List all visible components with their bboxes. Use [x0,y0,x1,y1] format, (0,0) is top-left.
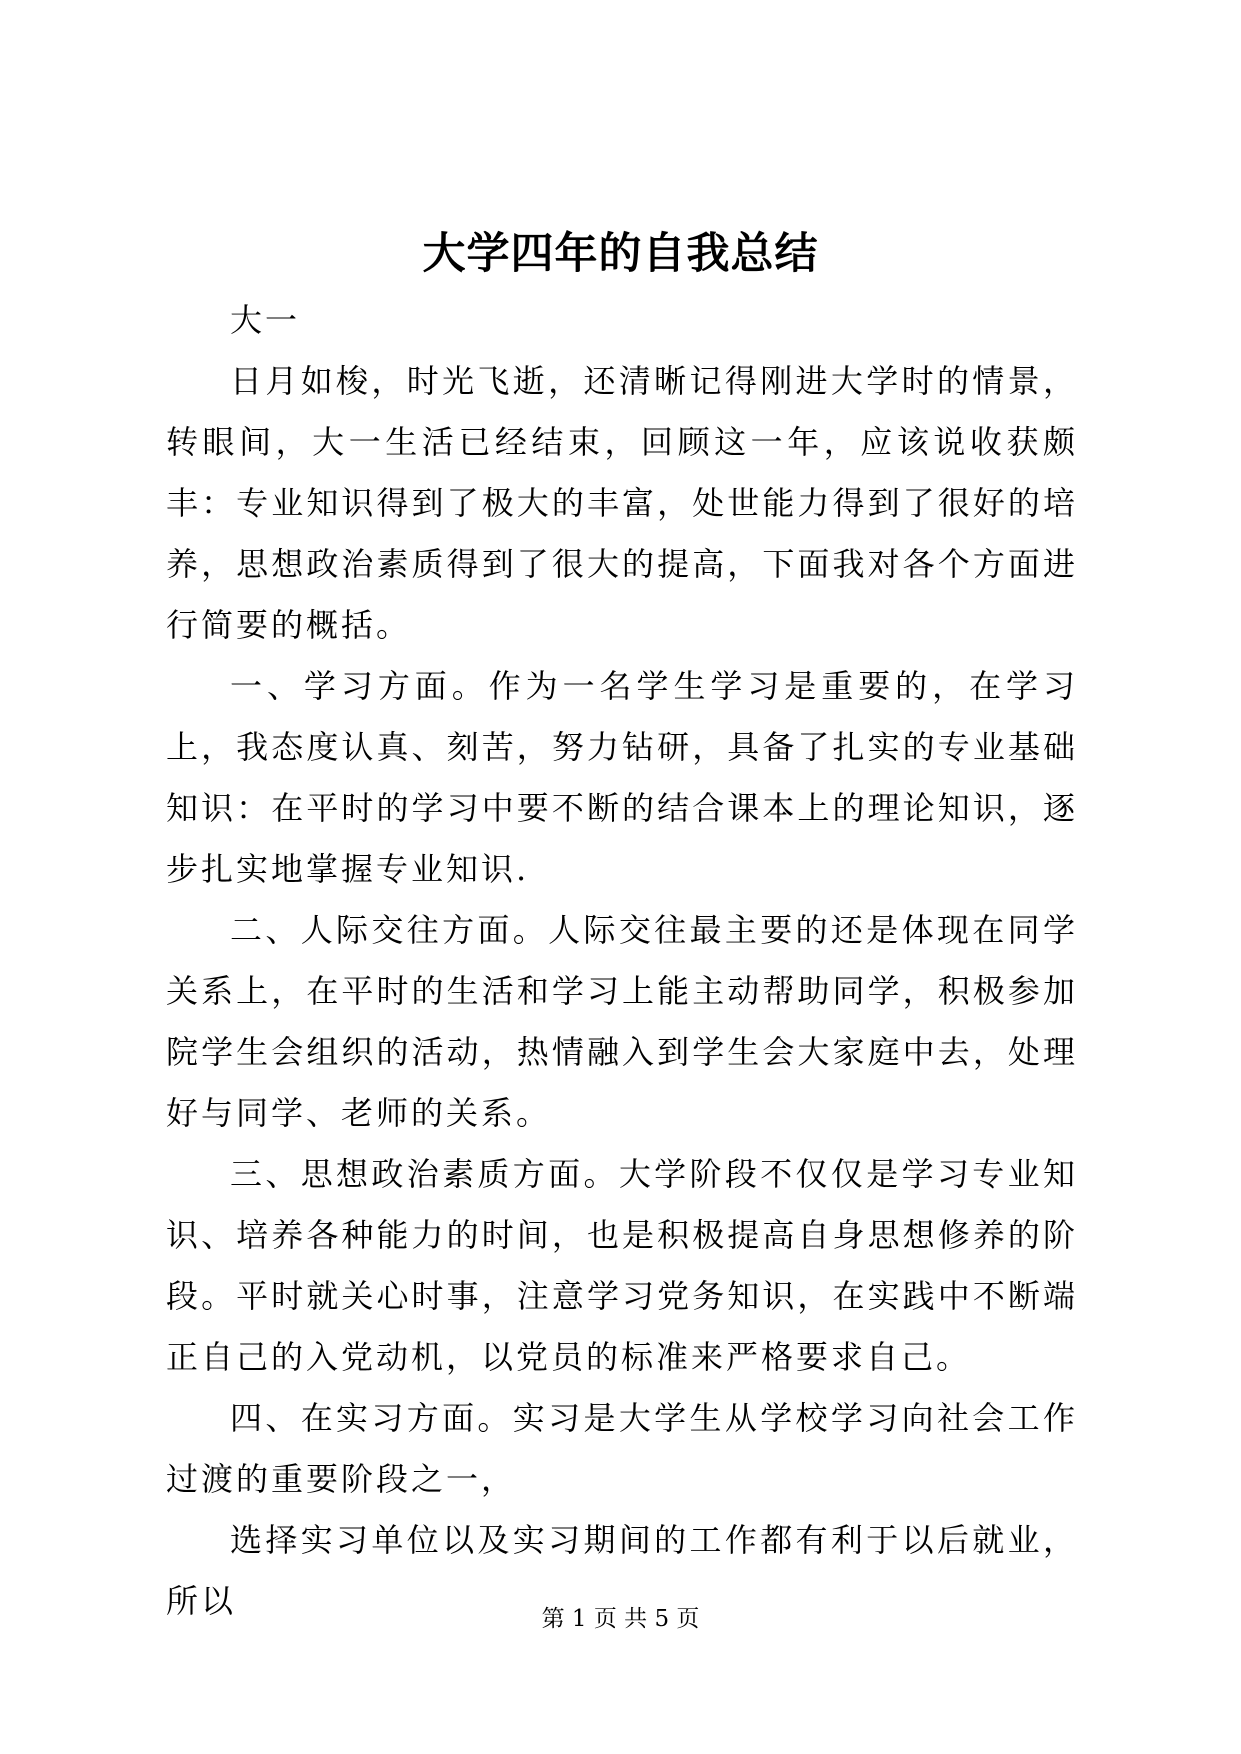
paragraph-study: 一、学习方面。作为一名学生学习是重要的，在学习上，我态度认真、刻苦，努力钻研，具备了扎实的专业基础知识：在平时的学习中要不断的结合课本上的理论知识，逐步扎实地掌握专业知识. [166,667,1078,888]
paragraph-intro: 日月如梭，时光飞逝，还清晰记得刚进大学时的情景，转眼间，大一生活已经结束，回顾这一年，应该说收获颇丰：专业知识得到了极大的丰富，处世能力得到了很好的培养，思想政治素质得到了很大的提高，下面我对各个方面进行简要的概括。 [166,362,1078,644]
paragraph-political: 三、思想政治素质方面。大学阶段不仅仅是学习专业知识、培养各种能力的时间，也是积极提高自身思想修养的阶段。平时就关心时事，注意学习党务知识，在实践中不断端正自己的入党动机，以党员的标准来严格要求自己。 [166,1155,1078,1376]
document-body [166,290,1078,1632]
paragraph-internship: 四、在实习方面。实习是大学生从学校学习向社会工作过渡的重要阶段之一， [166,1399,1078,1498]
paragraph-internship-continued: 选择实习单位以及实习期间的工作都有利于以后就业，所以 [166,1521,1078,1620]
paragraph-relationships: 二、人际交往方面。人际交往最主要的还是体现在同学关系上，在平时的生活和学习上能主动帮助同学，积极参加院学生会组织的活动，热情融入到学生会大家庭中去，处理好与同学、老师的关系。 [166,911,1078,1132]
document-title: 大学四年的自我总结 [422,229,819,279]
page-footer: 第 1 页 共 5 页 [541,1606,700,1632]
paragraph-section-heading: 大一 [230,301,301,339]
